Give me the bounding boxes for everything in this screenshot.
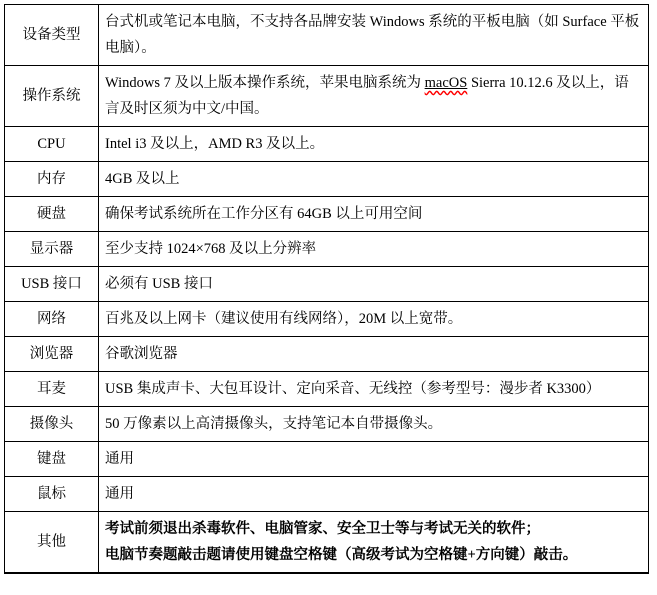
row-label-usb-port: USB 接口 [5,267,99,302]
row-content-headset: USB 集成声卡、大包耳设计、定向采音、无线控（参考型号：漫步者 K3300） [99,372,649,407]
row-content-cpu: Intel i3 及以上，AMD R3 及以上。 [99,127,649,162]
row-content-browser: 谷歌浏览器 [99,337,649,372]
row-content-operating-system [99,66,649,127]
os-text-before: Windows 7 及以上版本操作系统，苹果电脑系统为 [105,75,425,91]
table-row-operating-system [5,66,649,127]
table-row-usb-port [5,267,649,302]
row-content-camera: 50 万像素以上高清摄像头，支持笔记本自带摄像头。 [99,407,649,442]
row-label-browser: 浏览器 [5,337,99,372]
table-row-keyboard [5,442,649,477]
row-content-mouse: 通用 [99,477,649,512]
row-content-memory: 4GB 及以上 [99,162,649,197]
row-label-cpu: CPU [5,127,99,162]
row-label-hard-disk: 硬盘 [5,197,99,232]
macos-text: macOS [424,75,468,91]
row-label-operating-system: 操作系统 [5,66,99,127]
table-row-hard-disk [5,197,649,232]
row-label-memory: 内存 [5,162,99,197]
row-content-device-type: 台式机或笔记本电脑，不支持各品牌安装 Windows 系统的平板电脑（如 Surface 平板电脑）。 [99,5,649,66]
row-content-other [99,512,649,574]
equipment-requirements-table [4,4,649,574]
table-row-headset [5,372,649,407]
row-label-display: 显示器 [5,232,99,267]
table-row-network [5,302,649,337]
row-label-headset: 耳麦 [5,372,99,407]
row-label-camera: 摄像头 [5,407,99,442]
row-label-device-type: 设备类型 [5,5,99,66]
table-row-display [5,232,649,267]
row-label-keyboard: 键盘 [5,442,99,477]
misspelled-word-macos [425,75,468,91]
row-content-usb-port: 必须有 USB 接口 [99,267,649,302]
row-content-network: 百兆及以上网卡（建议使用有线网络），20M 以上宽带。 [99,302,649,337]
row-label-other: 其他 [5,512,99,574]
table-row-browser [5,337,649,372]
table-row-camera [5,407,649,442]
table-row-cpu [5,127,649,162]
other-line-2: 电脑节奏题敲击题请使用键盘空格键（高级考试为空格键+方向键）敲击。 [105,547,578,563]
table-row-mouse [5,477,649,512]
table-row-memory [5,162,649,197]
row-label-network: 网络 [5,302,99,337]
other-line-1: 考试前须退出杀毒软件、电脑管家、安全卫士等与考试无关的软件； [105,521,540,537]
table-row-other [5,512,649,574]
row-content-display: 至少支持 1024×768 及以上分辨率 [99,232,649,267]
row-label-mouse: 鼠标 [5,477,99,512]
os-text-after: Sierra 10.12.6 及以上，语言及时区须为中文/中国。 [105,75,629,117]
table-row-device-type [5,5,649,66]
row-content-hard-disk: 确保考试系统所在工作分区有 64GB 以上可用空间 [99,197,649,232]
row-content-keyboard: 通用 [99,442,649,477]
